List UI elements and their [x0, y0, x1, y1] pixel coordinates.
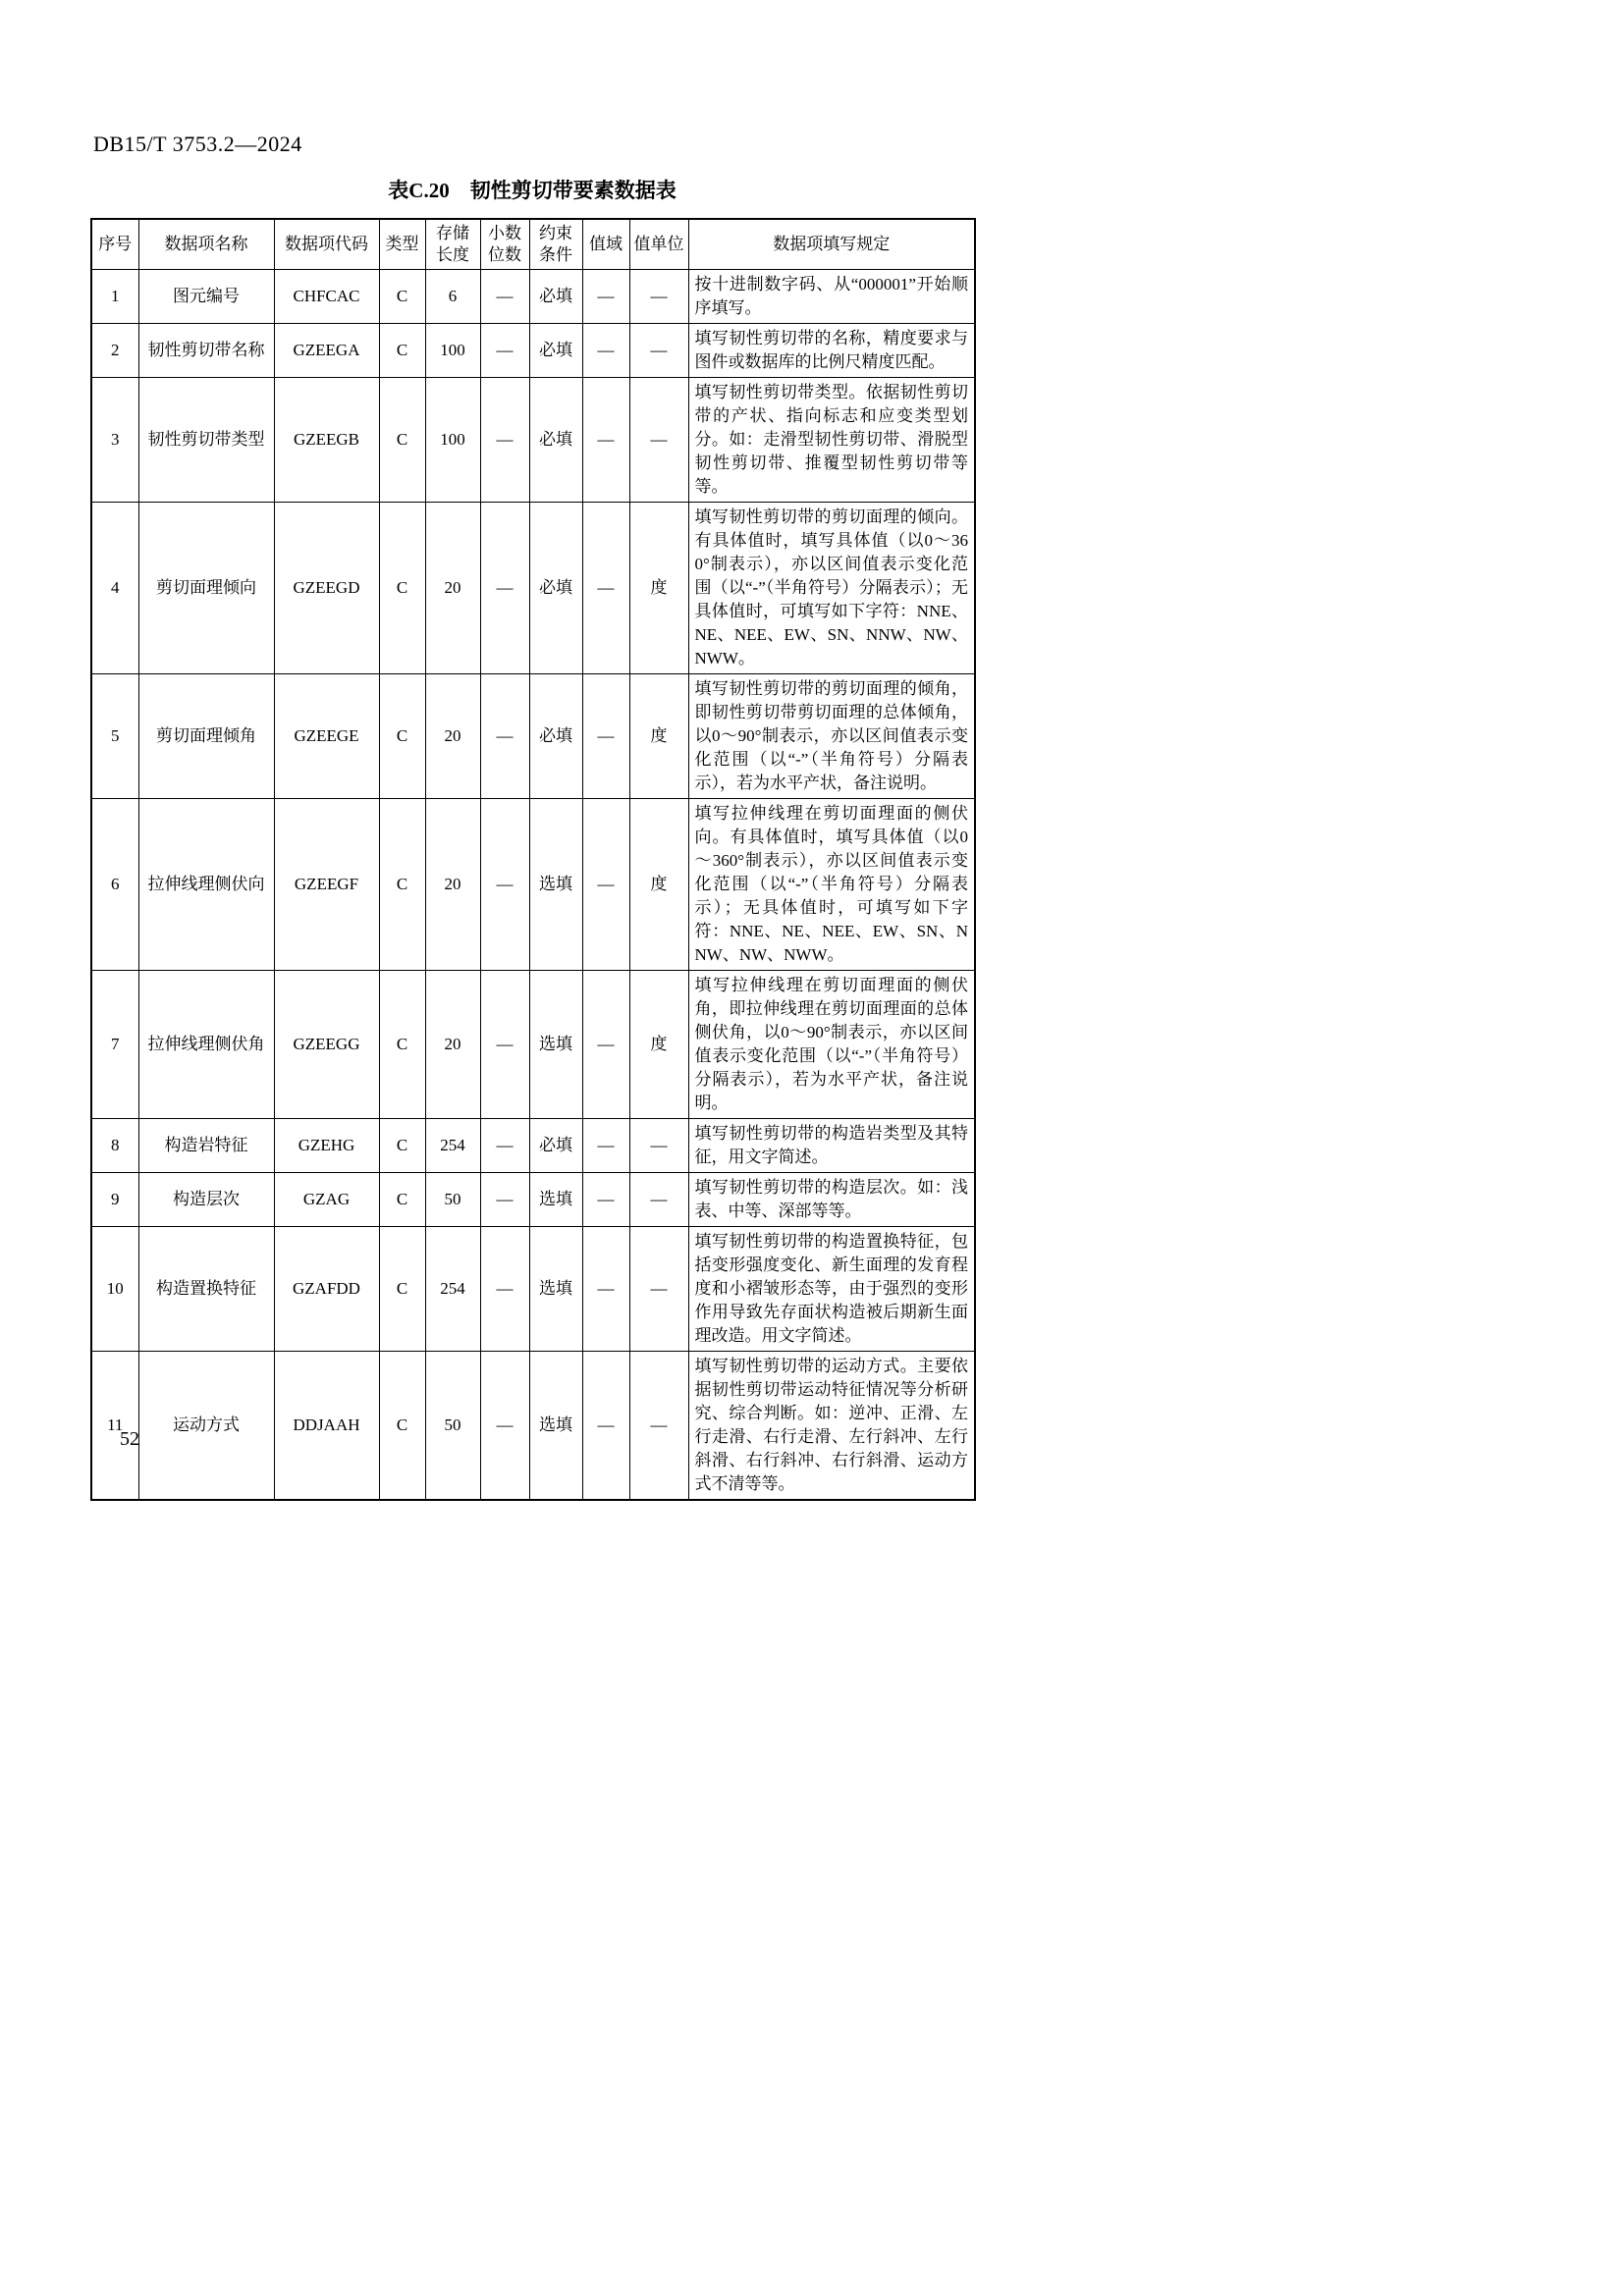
column-header-decimals: 小数位数 [480, 219, 529, 270]
cell-name: 韧性剪切带名称 [138, 324, 274, 378]
cell-length: 20 [425, 503, 480, 674]
cell-decimals: — [480, 1119, 529, 1173]
cell-rule: 填写韧性剪切带的剪切面理的倾角，即韧性剪切带剪切面理的总体倾角，以0～90°制表示，亦以区间值表示变化范围（以“-”（半角符号）分隔表示），若为水平产状，备注说明。 [688, 674, 975, 799]
cell-range: — [582, 503, 629, 674]
cell-code: DDJAAH [274, 1352, 379, 1501]
cell-unit: 度 [629, 971, 688, 1119]
cell-constraint: 必填 [529, 1119, 582, 1173]
cell-length: 50 [425, 1173, 480, 1227]
cell-constraint: 必填 [529, 378, 582, 503]
cell-range: — [582, 971, 629, 1119]
cell-unit: — [629, 1119, 688, 1173]
cell-no: 11 [91, 1352, 138, 1501]
cell-length: 6 [425, 270, 480, 324]
cell-name: 拉伸线理侧伏角 [138, 971, 274, 1119]
cell-type: C [379, 674, 425, 799]
cell-type: C [379, 1352, 425, 1501]
cell-name: 图元编号 [138, 270, 274, 324]
cell-rule: 填写韧性剪切带的构造置换特征，包括变形强度变化、新生面理的发育程度和小褶皱形态等，由于强烈的变形作用导致先存面状构造被后期新生面理改造。用文字简述。 [688, 1227, 975, 1352]
cell-length: 254 [425, 1227, 480, 1352]
cell-type: C [379, 1173, 425, 1227]
cell-constraint: 选填 [529, 1173, 582, 1227]
table-title: 表C.20 韧性剪切带要素数据表 [388, 179, 677, 202]
cell-code: CHFCAC [274, 270, 379, 324]
column-header-range: 值域 [582, 219, 629, 270]
table-body [91, 270, 975, 1501]
column-header-type: 类型 [379, 219, 425, 270]
standard-number: DB15/T 3753.2—2024 [93, 132, 302, 156]
cell-constraint: 必填 [529, 270, 582, 324]
cell-name: 构造岩特征 [138, 1119, 274, 1173]
cell-decimals: — [480, 799, 529, 971]
cell-code: GZEEGA [274, 324, 379, 378]
cell-type: C [379, 503, 425, 674]
table-row [91, 503, 975, 674]
table-row [91, 971, 975, 1119]
cell-range: — [582, 378, 629, 503]
table-header [91, 219, 975, 270]
cell-name: 剪切面理倾向 [138, 503, 274, 674]
cell-rule: 填写韧性剪切带的构造层次。如：浅表、中等、深部等等。 [688, 1173, 975, 1227]
column-header-code: 数据项代码 [274, 219, 379, 270]
cell-unit: 度 [629, 503, 688, 674]
cell-decimals: — [480, 270, 529, 324]
table-row [91, 1119, 975, 1173]
cell-no: 4 [91, 503, 138, 674]
cell-unit: — [629, 1352, 688, 1501]
cell-code: GZAFDD [274, 1227, 379, 1352]
cell-code: GZEEGG [274, 971, 379, 1119]
column-header-length: 存储长度 [425, 219, 480, 270]
table-row [91, 1173, 975, 1227]
cell-no: 10 [91, 1227, 138, 1352]
cell-length: 50 [425, 1352, 480, 1501]
cell-constraint: 必填 [529, 674, 582, 799]
cell-no: 6 [91, 799, 138, 971]
cell-no: 8 [91, 1119, 138, 1173]
cell-rule: 填写拉伸线理在剪切面理面的侧伏向。有具体值时，填写具体值（以0～360°制表示），亦以区间值表示变化范围（以“-”（半角符号）分隔表示）；无具体值时，可填写如下字符：NNE、NE、NEE、EW、SN、NNW、NW、NWW。 [688, 799, 975, 971]
cell-range: — [582, 1119, 629, 1173]
cell-range: — [582, 324, 629, 378]
cell-name: 剪切面理倾角 [138, 674, 274, 799]
column-header-unit: 值单位 [629, 219, 688, 270]
cell-decimals: — [480, 1173, 529, 1227]
cell-unit: — [629, 378, 688, 503]
cell-no: 1 [91, 270, 138, 324]
cell-decimals: — [480, 324, 529, 378]
cell-range: — [582, 1173, 629, 1227]
cell-no: 5 [91, 674, 138, 799]
cell-code: GZEHG [274, 1119, 379, 1173]
cell-range: — [582, 1352, 629, 1501]
column-header-rule: 数据项填写规定 [688, 219, 975, 270]
cell-range: — [582, 1227, 629, 1352]
cell-code: GZEEGB [274, 378, 379, 503]
column-header-constraint: 约束条件 [529, 219, 582, 270]
cell-unit: 度 [629, 674, 688, 799]
header-row [91, 219, 975, 270]
page-number: 52 [120, 1428, 139, 1450]
table-row [91, 270, 975, 324]
cell-type: C [379, 799, 425, 971]
cell-decimals: — [480, 1227, 529, 1352]
cell-constraint: 必填 [529, 324, 582, 378]
cell-code: GZAG [274, 1173, 379, 1227]
cell-constraint: 选填 [529, 799, 582, 971]
cell-name: 构造置换特征 [138, 1227, 274, 1352]
cell-length: 20 [425, 799, 480, 971]
table-row [91, 674, 975, 799]
cell-range: — [582, 799, 629, 971]
cell-rule: 填写韧性剪切带类型。依据韧性剪切带的产状、指向标志和应变类型划分。如：走滑型韧性剪切带、滑脱型韧性剪切带、推覆型韧性剪切带等等。 [688, 378, 975, 503]
cell-rule: 填写韧性剪切带的运动方式。主要依据韧性剪切带运动特征情况等分析研究、综合判断。如：逆冲、正滑、左行走滑、右行走滑、左行斜冲、左行斜滑、右行斜冲、右行斜滑、运动方式不清等等。 [688, 1352, 975, 1501]
cell-name: 构造层次 [138, 1173, 274, 1227]
cell-constraint: 选填 [529, 971, 582, 1119]
cell-unit: 度 [629, 799, 688, 971]
cell-code: GZEEGD [274, 503, 379, 674]
table-row [91, 799, 975, 971]
cell-rule: 填写韧性剪切带的剪切面理的倾向。有具体值时，填写具体值（以0～360°制表示），亦以区间值表示变化范围（以“-”（半角符号）分隔表示）；无具体值时，可填写如下字符：NNE、NE、NEE、EW、SN、NNW、NW、NWW。 [688, 503, 975, 674]
cell-length: 20 [425, 674, 480, 799]
column-header-no: 序号 [91, 219, 138, 270]
cell-no: 3 [91, 378, 138, 503]
cell-decimals: — [480, 378, 529, 503]
cell-name: 拉伸线理侧伏向 [138, 799, 274, 971]
cell-type: C [379, 1227, 425, 1352]
cell-type: C [379, 1119, 425, 1173]
cell-type: C [379, 971, 425, 1119]
cell-code: GZEEGE [274, 674, 379, 799]
cell-no: 7 [91, 971, 138, 1119]
cell-name: 韧性剪切带类型 [138, 378, 274, 503]
cell-length: 100 [425, 378, 480, 503]
cell-range: — [582, 270, 629, 324]
cell-name: 运动方式 [138, 1352, 274, 1501]
cell-type: C [379, 270, 425, 324]
cell-constraint: 选填 [529, 1227, 582, 1352]
table-row [91, 324, 975, 378]
cell-constraint: 选填 [529, 1352, 582, 1501]
cell-decimals: — [480, 1352, 529, 1501]
cell-decimals: — [480, 971, 529, 1119]
cell-type: C [379, 324, 425, 378]
column-header-name: 数据项名称 [138, 219, 274, 270]
cell-unit: — [629, 1173, 688, 1227]
cell-length: 20 [425, 971, 480, 1119]
data-table [90, 218, 976, 1501]
cell-length: 100 [425, 324, 480, 378]
cell-decimals: — [480, 503, 529, 674]
table-row [91, 378, 975, 503]
table-row [91, 1352, 975, 1501]
cell-no: 9 [91, 1173, 138, 1227]
cell-rule: 按十进制数字码、从“000001”开始顺序填写。 [688, 270, 975, 324]
cell-length: 254 [425, 1119, 480, 1173]
cell-decimals: — [480, 674, 529, 799]
cell-unit: — [629, 324, 688, 378]
cell-rule: 填写韧性剪切带的名称，精度要求与图件或数据库的比例尺精度匹配。 [688, 324, 975, 378]
cell-rule: 填写拉伸线理在剪切面理面的侧伏角，即拉伸线理在剪切面理面的总体侧伏角，以0～90°制表示，亦以区间值表示变化范围（以“-”（半角符号）分隔表示），若为水平产状，备注说明。 [688, 971, 975, 1119]
cell-code: GZEEGF [274, 799, 379, 971]
table-row [91, 1227, 975, 1352]
cell-unit: — [629, 1227, 688, 1352]
cell-no: 2 [91, 324, 138, 378]
cell-unit: — [629, 270, 688, 324]
cell-type: C [379, 378, 425, 503]
cell-constraint: 必填 [529, 503, 582, 674]
cell-range: — [582, 674, 629, 799]
cell-rule: 填写韧性剪切带的构造岩类型及其特征，用文字简述。 [688, 1119, 975, 1173]
